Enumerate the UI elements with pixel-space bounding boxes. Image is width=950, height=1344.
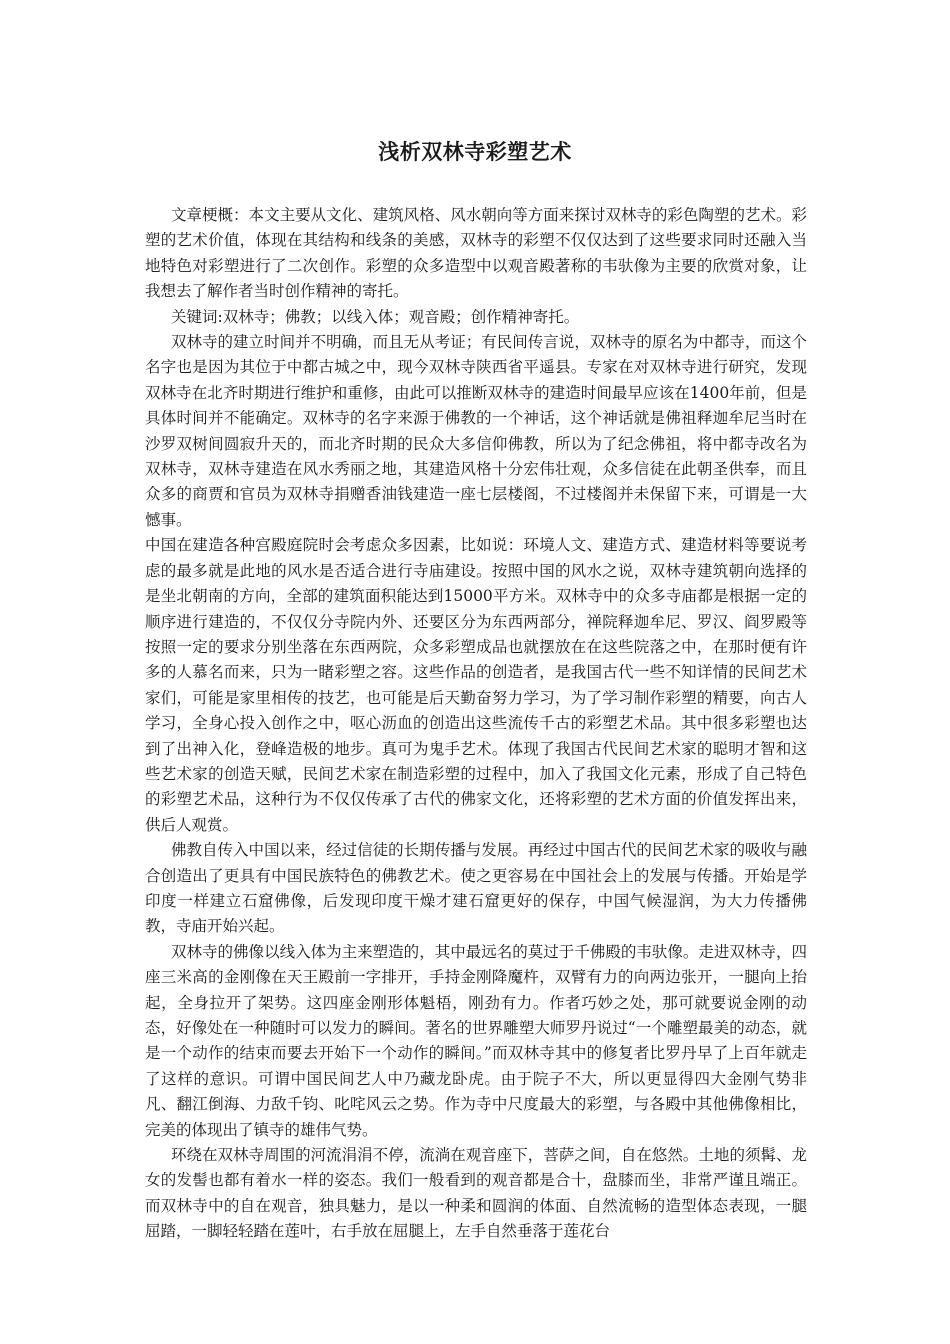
body-paragraph-history: 双林寺的建立时间并不明确，而且无从考证；有民间传言说，双林寺的原名为中都寺，而这个名字也是因为其位于中都古城之中，现今双林寺陕西省平遥县。专家在对双林寺进行研究，发现双林寺在北齐时期进行维护和重修，由此可以推断双林寺的建造时间最早应该在1400年前，但是具体时间并不能确定。双林寺的名字来源于佛教的一个神话，这个神话就是佛祖释迦牟尼当时在沙罗双树间圆寂升天的，而北齐时期的民众大多信仰佛教，所以为了纪念佛祖，将中都寺改名为双林寺，双林寺建造在风水秀丽之地，其建造风格十分宏伟壮观，众多信徒在此朝圣供奉，而且众多的商贾和官员为双林寺捐赠香油钱建造一座七层楼阁，不过楼阁并未保留下来，可谓是一大憾事。 <box>145 333 807 529</box>
body-paragraph-guanyin: 环绕在双林寺周围的河流涓涓不停，流淌在观音座下，菩萨之间，自在悠然。土地的须髯、龙女的发髻也都有着水一样的姿态。我们一般看到的观音都是合十，盘膝而坐，非常严谨且端正。而双林寺中的自在观音，独具魅力，是以一种柔和圆润的体面、自然流畅的造型体态表现，一腿屈踏，一脚轻轻踏在莲叶，右手放在屈腿上，左手自然垂落于莲花台 <box>145 1146 807 1241</box>
keywords-paragraph: 关键词:双林寺；佛教；以线入体；观音殿；创作精神寄托。 <box>171 307 580 326</box>
body-paragraph-architecture: 中国在建造各种宫殿庭院时会考虑众多因素，比如说：环境人文、建造方式、建造材料等要说考虑的最多就是此地的风水是否适合进行寺庙建设。按照中国的风水之说，双林寺建筑朝向选择的是坐北朝南的方向，全部的建筑面积能达到15000平方米。双林寺中的众多寺庙都是根据一定的顺序进行建造的，不仅仅分寺院内外、还要区分为东西两部分，禅院释迦牟尼、罗汉、阎罗殿等按照一定的要求分别坐落在东西两院，众多彩塑成品也就摆放在在这些院落之中，在那时便有许多的人慕名而来，只为一睹彩塑之容。这些作品的创造者，是我国古代一些不知详情的民间艺术家们，可能是家里相传的技艺，也可能是后天勤奋努力学习，为了学习制作彩塑的精要，向古人学习，全身心投入创作之中，呕心沥血的创造出这些流传千古的彩塑艺术品。其中很多彩塑也达到了出神入化，登峰造极的地步。真可为鬼手艺术。体现了我国古代民间艺术家的聪明才智和这些艺术家的创造天赋，民间艺术家在制造彩塑的过程中，加入了我国文化元素，形成了自己特色的彩塑艺术品，这种行为不仅仅传承了古代的佛家文化，还将彩塑的艺术方面的价值发挥出来，供后人观赏。 <box>145 536 807 834</box>
body-paragraph-buddhism: 佛教自传入中国以来，经过信徒的长期传播与发展。再经过中国古代的民间艺术家的吸收与融合创造出了更具有中国民族特色的佛教艺术。使之更容易在中国社会上的发展与传播。开始是学印度一样建立石窟佛像，后发现印度干燥才建石窟更好的保存，中国气候湿润，为大力传播佛教，寺庙开始兴起。 <box>145 841 807 936</box>
body-paragraph-statues: 双林寺的佛像以线入体为主来塑造的，其中最远名的莫过于千佛殿的韦驮像。走进双林寺，四座三米高的金刚像在天王殿前一字排开，手持金刚降魔杵，双臂有力的向两边张开，一腿向上抬起，全身拉开了架势。这四座金刚形体魁梧，刚劲有力。作者巧妙之处，那可就要说金刚的动态，好像处在一种随时可以发力的瞬间。著名的世界雕塑大师罗丹说过“一个雕塑最美的动态，就是一个动作的结束而要去开始下一个动作的瞬间。”而双林寺其中的修复者比罗丹早了上百年就走了这样的意识。可谓中国民间艺人中乃藏龙卧虎。由于院子不大，所以更显得四大金刚气势非凡、翻江倒海、力敌千钧、叱咤风云之势。作为寺中尺度最大的彩塑，与各殿中其他佛像相比，完美的体现出了镇寺的雄伟气势。 <box>145 942 807 1139</box>
document-title: 浅析双林寺彩塑艺术 <box>378 139 572 164</box>
abstract-paragraph: 文章梗概：本文主要从文化、建筑风格、风水朝向等方面来探讨双林寺的彩色陶塑的艺术。彩塑的艺术价值，体现在其结构和线条的美感，双林寺的彩塑不仅仅达到了这些要求同时还融入当地特色对彩塑进行了二次创作。彩塑的众多造型中以观音殿著称的韦驮像为主要的欣赏对象，让我想去了解作者当时创作精神的寄托。 <box>145 206 807 301</box>
document-body <box>145 203 807 1245</box>
